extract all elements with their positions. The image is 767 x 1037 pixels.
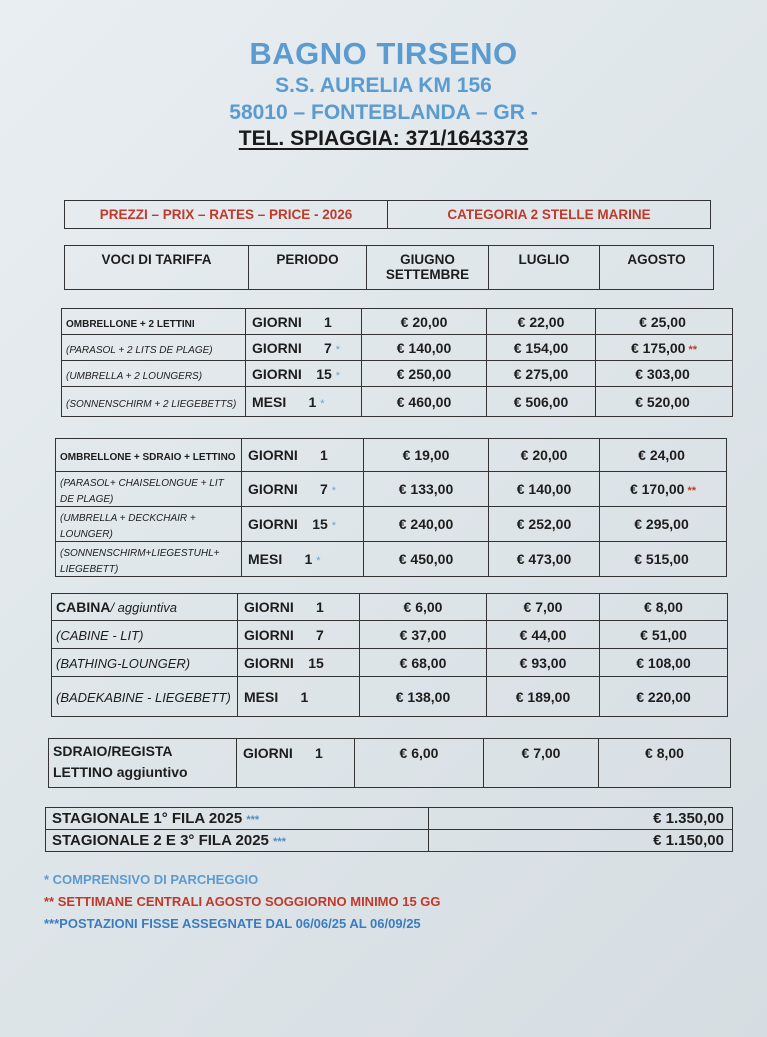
table-sdraio (48, 738, 731, 788)
table-cabina (51, 593, 728, 717)
column-header-table (64, 245, 714, 290)
table-umbrella-2-loungers (61, 308, 733, 417)
table-row: CABINA/ aggiuntiva GIORNI 1 € 6,00 € 7,00 € 8,00 (52, 594, 728, 621)
col-agosto: AGOSTO (600, 246, 714, 290)
note-parking: * COMPRENSIVO DI PARCHEGGIO (44, 872, 259, 887)
rates-title: PREZZI – PRIX – RATES – PRICE - 2026 (65, 201, 388, 229)
address-line-1: S.S. AURELIA KM 156 (275, 74, 492, 97)
table-row: (SONNENSCHIRM+LIEGESTUHL+ LIEGEBETT) MESI 1 * € 450,00 € 473,00 € 515,00 (56, 542, 727, 577)
table-row: (PARASOL + 2 LITS DE PLAGE) GIORNI 7 * € 140,00 € 154,00 € 175,00 ** (62, 335, 733, 361)
col-giugno-settembre: GIUGNO SETTEMBRE (367, 246, 489, 290)
table-row: (SONNENSCHIRM + 2 LIEGEBETTS) MESI 1 * € 460,00 € 506,00 € 520,00 (62, 387, 733, 417)
col-luglio: LUGLIO (489, 246, 600, 290)
table-row: SDRAIO/REGISTA LETTINO aggiuntivo GIORNI 1 € 6,00 € 7,00 € 8,00 (49, 739, 731, 788)
category-label: CATEGORIA 2 STELLE MARINE (388, 201, 711, 229)
table-umbrella-deckchair-lounger (55, 438, 727, 577)
table-row: (UMBRELLA + DECKCHAIR + LOUNGER) GIORNI 15 * € 240,00 € 252,00 € 295,00 (56, 507, 727, 542)
beach-name: BAGNO TIRSENO (249, 36, 518, 71)
col-periodo: PERIODO (249, 246, 367, 290)
table-row: STAGIONALE 2 E 3° FILA 2025 *** € 1.150,00 (46, 830, 733, 852)
beach-phone: TEL. SPIAGGIA: 371/1643373 (238, 127, 529, 150)
table-row: (BADEKABINE - LIEGEBETT) MESI 1 € 138,00 € 189,00 € 220,00 (52, 677, 728, 717)
table-row: OMBRELLONE + SDRAIO + LETTINO GIORNI 1 € 19,00 € 20,00 € 24,00 (56, 439, 727, 472)
table-row: (CABINE - LIT) GIORNI 7 € 37,00 € 44,00 € 51,00 (52, 621, 728, 649)
table-row: (UMBRELLA + 2 LOUNGERS) GIORNI 15 * € 250,00 € 275,00 € 303,00 (62, 361, 733, 387)
table-row: (PARASOL+ CHAISELONGUE + LIT DE PLAGE) GIORNI 7 * € 133,00 € 140,00 € 170,00 ** (56, 472, 727, 507)
col-voci: VOCI DI TARIFFA (65, 246, 249, 290)
table-row: OMBRELLONE + 2 LETTINI GIORNI 1 € 20,00 € 22,00 € 25,00 (62, 309, 733, 335)
table-row: (BATHING-LOUNGER) GIORNI 15 € 68,00 € 93,00 € 108,00 (52, 649, 728, 677)
note-fixed-positions: ***POSTAZIONI FISSE ASSEGNATE DAL 06/06/25 AL 06/09/25 (44, 916, 421, 931)
address-line-2: 58010 – FONTEBLANDA – GR - (229, 101, 538, 124)
table-stagionale (45, 807, 733, 852)
table-row: STAGIONALE 1° FILA 2025 *** € 1.350,00 (46, 808, 733, 830)
note-august-minimum: ** SETTIMANE CENTRALI AGOSTO SOGGIORNO MINIMO 15 GG (44, 894, 441, 909)
rates-bar (64, 200, 711, 229)
